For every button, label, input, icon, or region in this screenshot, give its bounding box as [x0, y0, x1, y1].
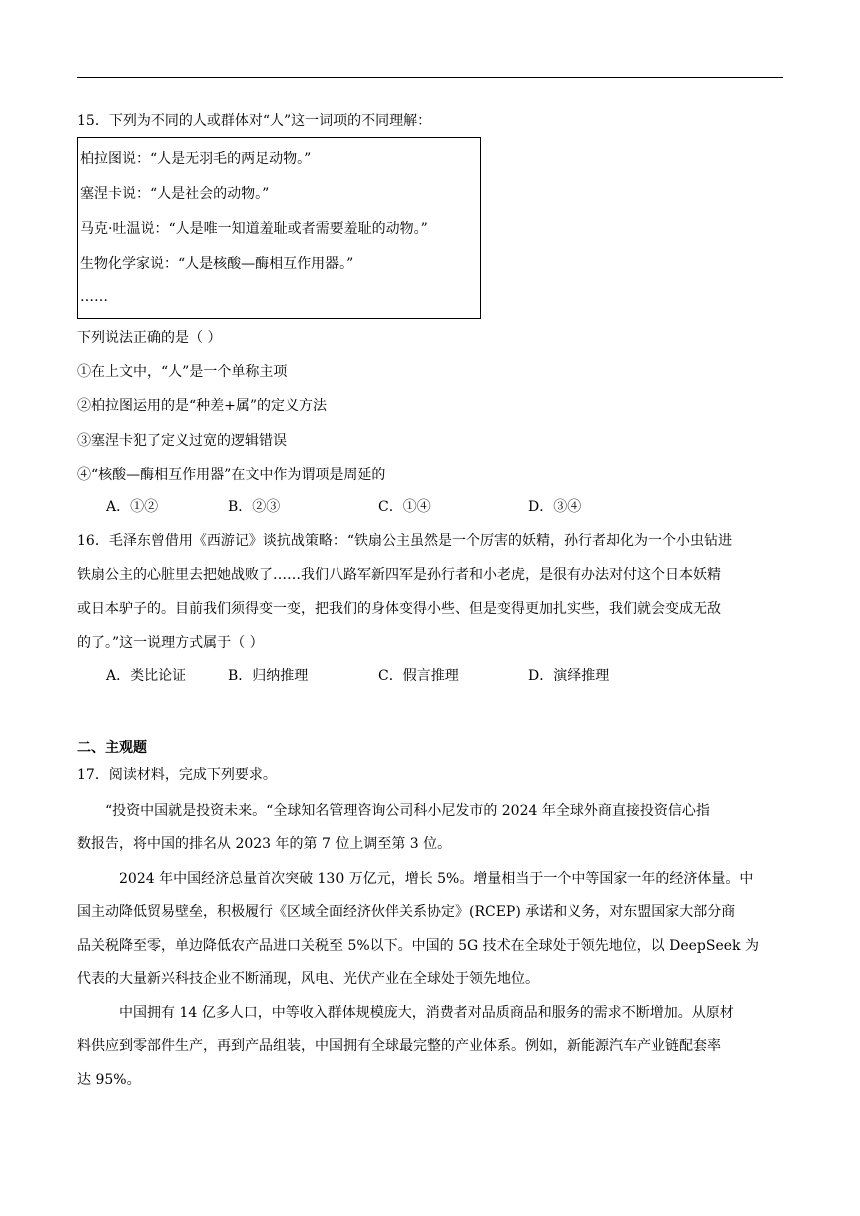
quote-plato: 柏拉图说：“人是无羽毛的两足动物。” — [80, 151, 312, 167]
para-2-line-2: 国主动降低贸易壁垒，积极履行《区域全面经济伙伴关系协定》(RCEP) 承诺和义务，对东盟国家大部分商 — [77, 904, 736, 920]
q15-statement-1: ①在上文中，“人”是一个单称主项 — [77, 364, 288, 380]
para-2-line-3: 品关税降至零，单边降低农产品进口关税至 5%以下。中国的 5G 技术在全球处于领先地位，以 DeepSeek 为 — [77, 938, 759, 954]
section-heading: 二、主观题 — [77, 740, 147, 756]
q16-line-3: 或日本驴子的。目前我们须得变一变，把我们的身体变得小些、但是变得更加扎实些，我们就会变成无敌 — [77, 601, 721, 617]
q16-option-c[interactable]: C．假言推理 — [378, 668, 459, 684]
q17-stem: 17．阅读材料，完成下列要求。 — [77, 767, 277, 783]
q15-option-c[interactable]: C．①④ — [378, 499, 431, 515]
para-3-line-3: 达 95%。 — [77, 1072, 141, 1088]
q16-line-4: 的了。”这一说理方式属于（ ） — [77, 635, 264, 651]
quote-ellipsis: …… — [80, 289, 108, 305]
quote-biochemist: 生物化学家说：“人是核酸—酶相互作用器。” — [80, 256, 354, 272]
q15-stem: 15．下列为不同的人或群体对“人”这一词项的不同理解： — [77, 113, 432, 129]
q16-line-2: 铁扇公主的心脏里去把她战败了……我们八路军新四军是孙行者和小老虎，是很有办法对付这个日本妖精 — [77, 567, 721, 583]
q15-option-a[interactable]: A．①② — [106, 499, 159, 515]
q16-line-1: 16．毛泽东曾借用《西游记》谈抗战策略：“铁扇公主虽然是一个厉害的妖精，孙行者却化为一个小虫钻进 — [77, 533, 732, 549]
para-2-line-4: 代表的大量新兴科技企业不断涌现，风电、光伏产业在全球处于领先地位。 — [77, 971, 539, 987]
para-2-line-1: 2024 年中国经济总量首次突破 130 万亿元，增长 5%。增量相当于一个中等国家一年的经济体量。中 — [119, 871, 754, 887]
q15-statement-3: ③塞涅卡犯了定义过宽的逻辑错误 — [77, 433, 287, 449]
q16-option-d[interactable]: D．演绎推理 — [528, 668, 610, 684]
quote-box — [77, 137, 481, 319]
q16-option-a[interactable]: A．类比论证 — [106, 668, 187, 684]
para-3-line-1: 中国拥有 14 亿多人口，中等收入群体规模庞大，消费者对品质商品和服务的需求不断增加。从原材 — [119, 1005, 734, 1021]
q15-option-d[interactable]: D．③④ — [528, 499, 582, 515]
q15-option-b[interactable]: B．②③ — [228, 499, 281, 515]
q15-prompt: 下列说法正确的是（ ） — [77, 330, 222, 346]
quote-twain: 马克·吐温说：“人是唯一知道羞耻或者需要羞耻的动物。” — [80, 221, 428, 237]
q15-statement-4: ④“核酸—酶相互作用器”在文中作为谓项是周延的 — [77, 467, 386, 483]
quote-seneca: 塞涅卡说：“人是社会的动物。” — [80, 186, 270, 202]
header-rule — [77, 77, 783, 78]
para-1-line-2: 数报告，将中国的排名从 2023 年的第 7 位上调至第 3 位。 — [77, 836, 452, 852]
q16-option-b[interactable]: B．归纳推理 — [228, 668, 309, 684]
para-3-line-2: 料供应到零部件生产，再到产品组装，中国拥有全球最完整的产业体系。例如，新能源汽车产业链配套率 — [77, 1038, 721, 1054]
para-1-line-1: “投资中国就是投资未来。“全球知名管理咨询公司科小尼发市的 2024 年全球外商直接投资信心指 — [105, 803, 710, 819]
q15-statement-2: ②柏拉图运用的是“种差+属”的定义方法 — [77, 398, 328, 414]
